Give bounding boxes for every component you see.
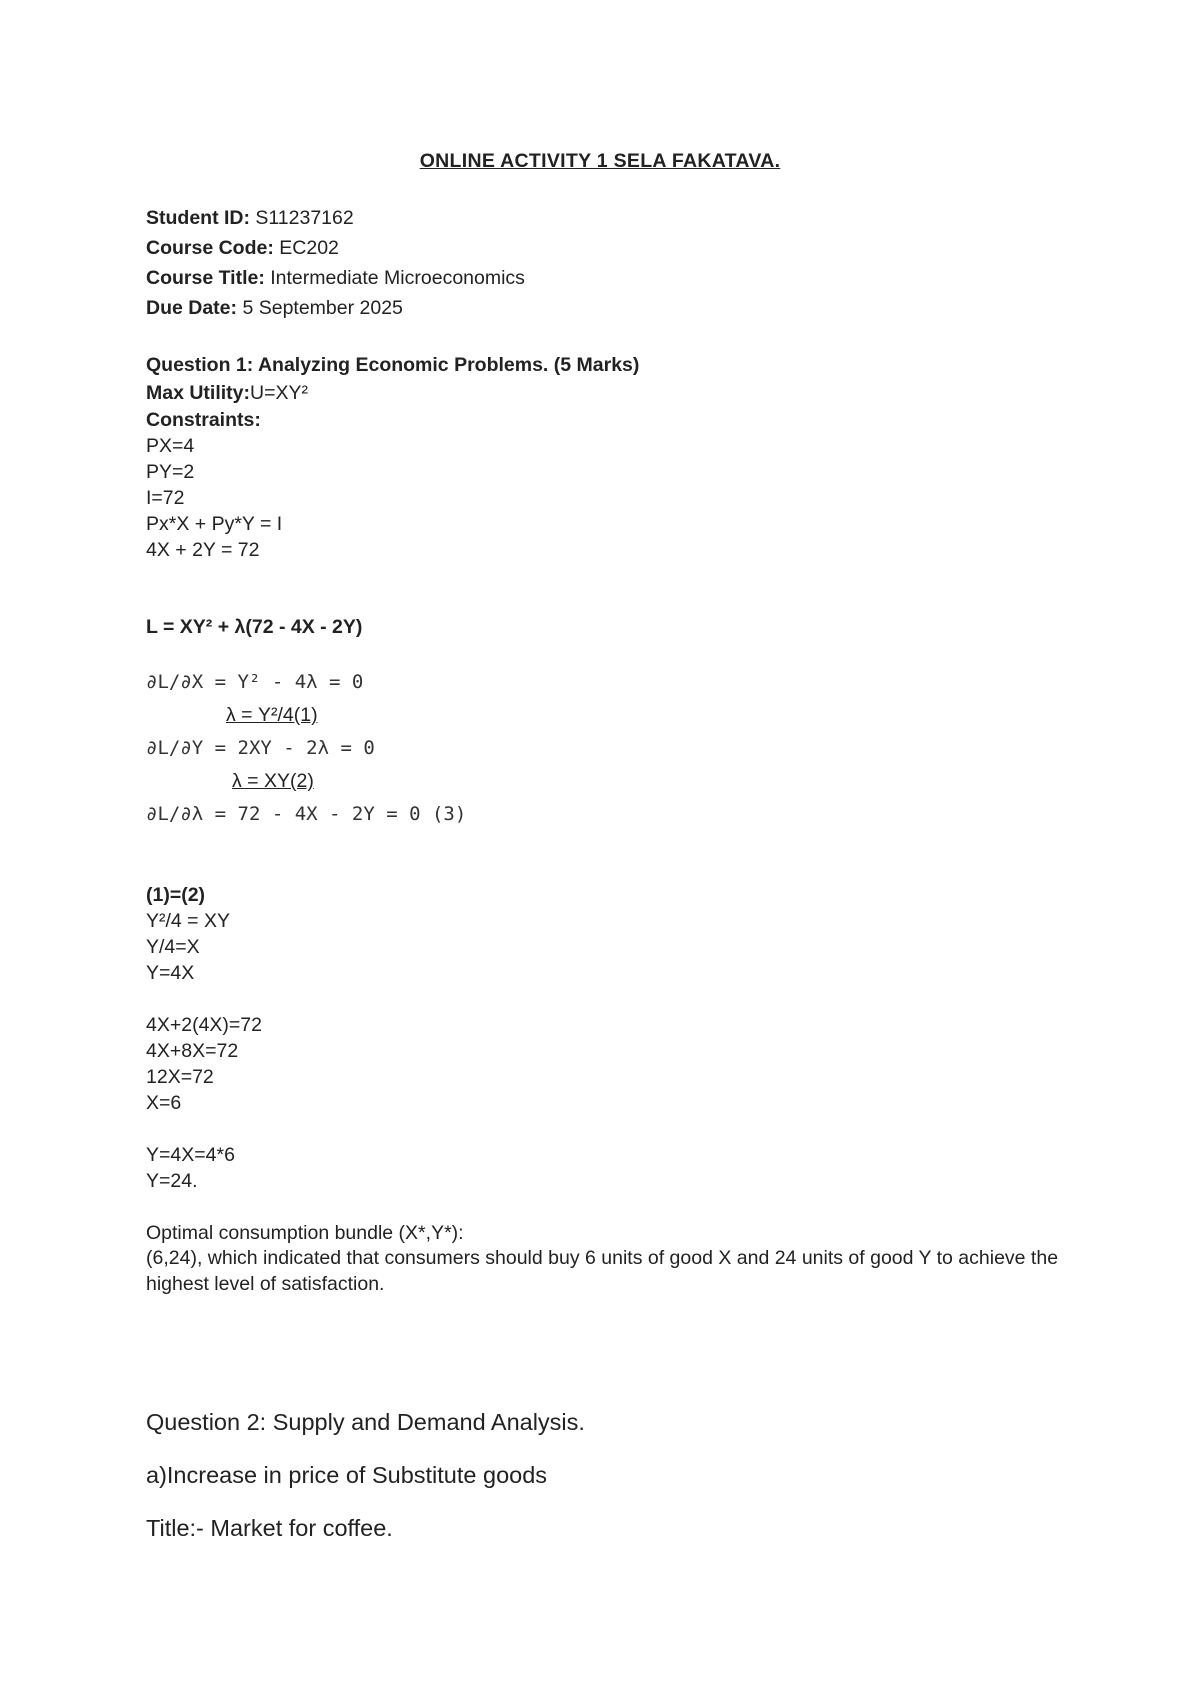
course-title-line bbox=[146, 269, 525, 289]
field-label: Course Code: bbox=[146, 237, 274, 259]
step-line: Y/4=X bbox=[146, 936, 200, 958]
derivative-lambda: ∂L/∂λ = 72 - 4X - 2Y = 0 (3) bbox=[146, 803, 467, 825]
document-title: ONLINE ACTIVITY 1 SELA FAKATAVA. bbox=[419, 150, 781, 172]
max-utility-value: U=XY² bbox=[250, 382, 308, 404]
step-line: Y=24. bbox=[146, 1170, 198, 1192]
field-label: Student ID: bbox=[146, 207, 250, 229]
constraint-line: 4X + 2Y = 72 bbox=[146, 539, 260, 561]
step-line: Y²/4 = XY bbox=[146, 910, 230, 932]
constraint-line: Px*X + Py*Y = I bbox=[146, 513, 283, 535]
step-line: 12X=72 bbox=[146, 1066, 214, 1088]
lagrangian: L = XY² + λ(72 - 4X - 2Y) bbox=[146, 616, 363, 638]
field-value: S11237162 bbox=[249, 207, 354, 229]
constraint-line: PY=2 bbox=[146, 461, 195, 483]
equate-label: (1)=(2) bbox=[146, 884, 206, 906]
student-id-line bbox=[146, 209, 354, 229]
derivative-x: ∂L/∂X = Y² - 4λ = 0 bbox=[146, 671, 364, 693]
step-line: 4X+2(4X)=72 bbox=[146, 1014, 263, 1036]
constraint-line: I=72 bbox=[146, 487, 185, 509]
constraint-line: PX=4 bbox=[146, 435, 195, 457]
field-value: 5 September 2025 bbox=[237, 297, 403, 319]
step-line: Y=4X=4*6 bbox=[146, 1144, 235, 1166]
due-date-line bbox=[146, 299, 403, 319]
constraints-label: Constraints: bbox=[146, 409, 261, 431]
step-line: 4X+8X=72 bbox=[146, 1040, 239, 1062]
question-2-heading: Question 2: Supply and Demand Analysis. bbox=[146, 1409, 585, 1435]
field-label: Due Date: bbox=[146, 297, 238, 319]
field-value: EC202 bbox=[273, 237, 339, 259]
optimal-bundle-text: (6,24), which indicated that consumers should buy 6 units of good X and 24 units of good Y to achieve the highest level of satisfaction. bbox=[146, 1247, 1059, 1295]
step-line: X=6 bbox=[146, 1092, 182, 1114]
course-code-line bbox=[146, 239, 339, 259]
question-2-part-a: a)Increase in price of Substitute goods bbox=[146, 1462, 548, 1488]
field-value: Intermediate Microeconomics bbox=[264, 267, 525, 289]
lambda-result-2: λ = XY(2) bbox=[232, 770, 314, 792]
field-label: Course Title: bbox=[146, 267, 265, 289]
optimal-bundle-label: Optimal consumption bundle (X*,Y*): bbox=[146, 1222, 464, 1244]
market-title-line: Title:- Market for coffee. bbox=[146, 1515, 393, 1541]
step-line: Y=4X bbox=[146, 962, 195, 984]
max-utility-label: Max Utility: bbox=[146, 382, 251, 404]
lambda-result-1: λ = Y²/4(1) bbox=[226, 704, 318, 726]
max-utility-line bbox=[146, 384, 308, 404]
derivative-y: ∂L/∂Y = 2XY - 2λ = 0 bbox=[146, 737, 375, 759]
question-1-heading: Question 1: Analyzing Economic Problems. (5 Marks) bbox=[146, 354, 640, 376]
